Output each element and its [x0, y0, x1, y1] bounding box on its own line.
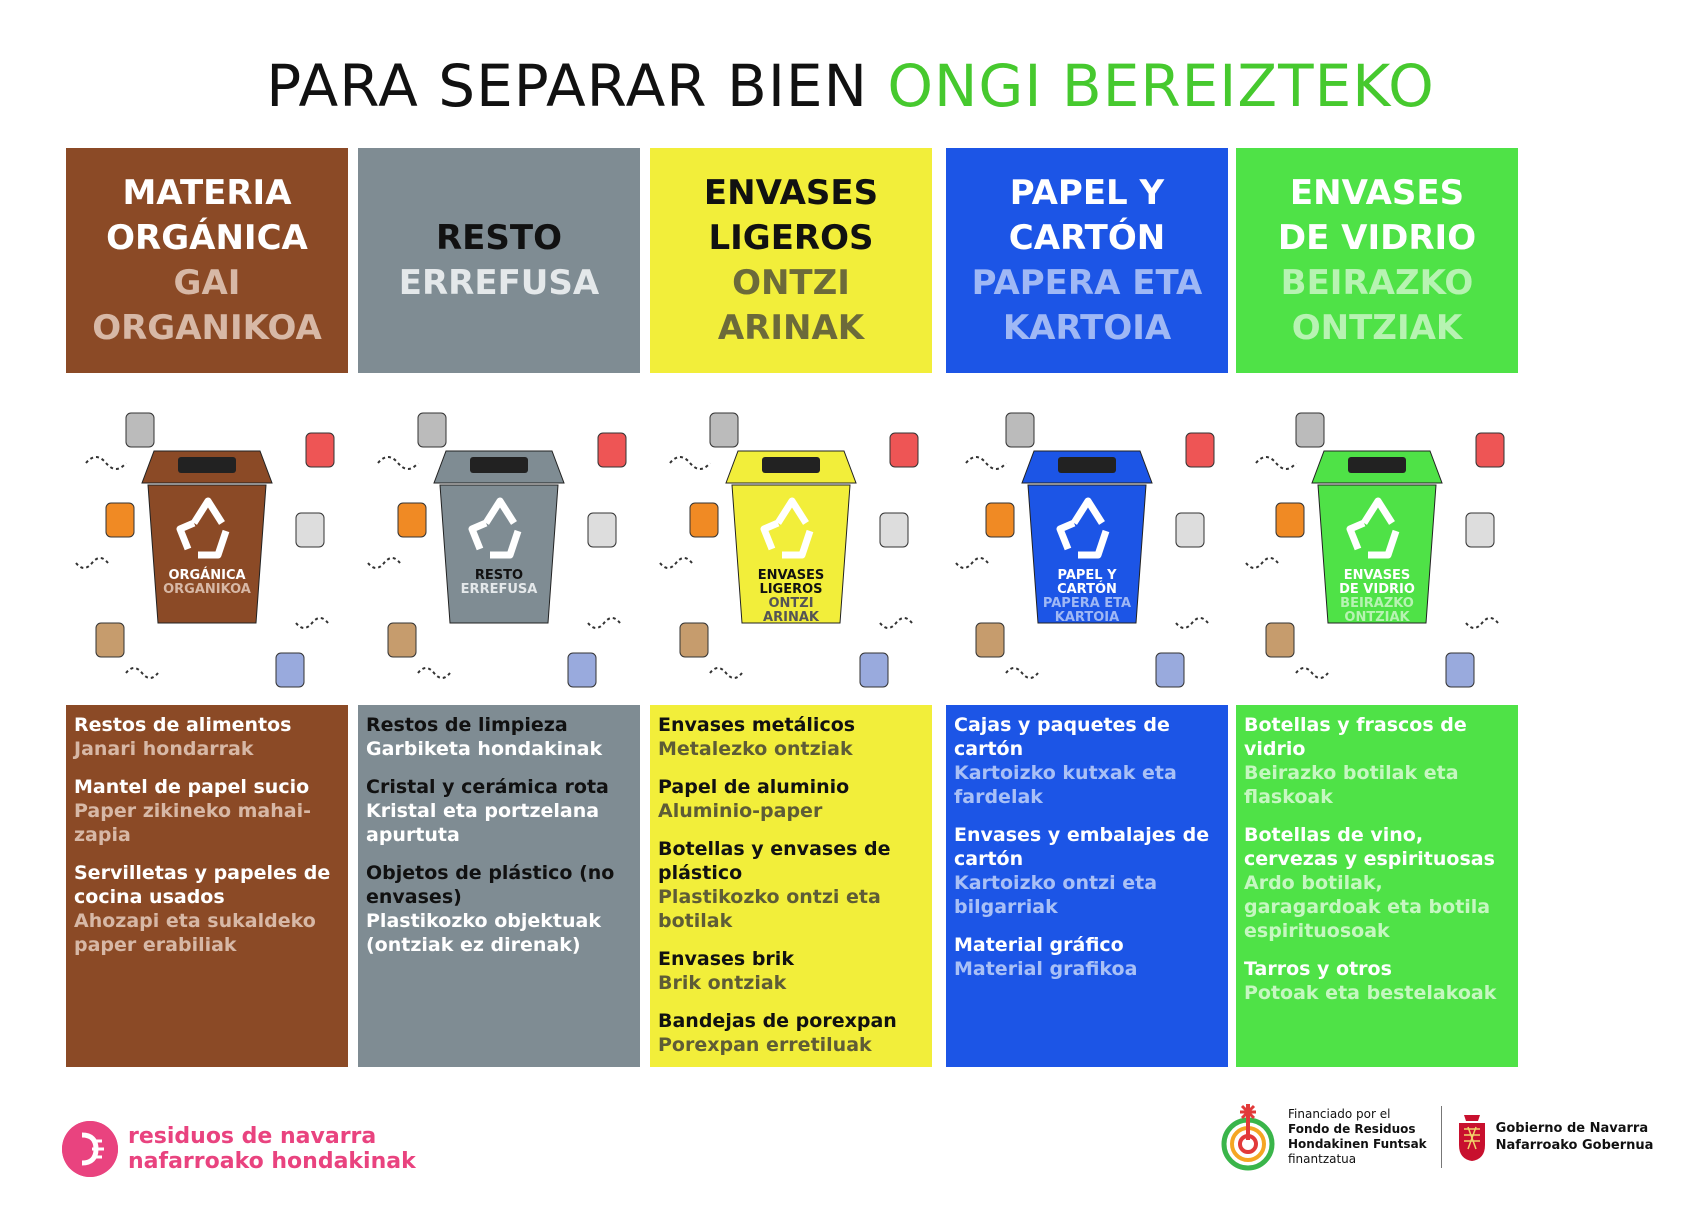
litter-item-icon [690, 503, 718, 537]
title-es: PARA SEPARAR BIEN [266, 52, 868, 120]
item-es: Servilletas y papeles de cocina usados [74, 862, 331, 908]
gov-line-eu: Nafarroako Gobernua [1495, 1138, 1654, 1153]
litter-item-icon [296, 513, 324, 547]
items-list [946, 705, 1228, 1067]
item-eu: Plastikozko objektuak (ontziak ez direnak) [366, 910, 601, 956]
recycling-bin-icon [358, 373, 640, 705]
bin-illustration [946, 373, 1228, 705]
item-es: Envases brik [658, 948, 794, 970]
column-envases [650, 148, 932, 1067]
category-header [1236, 148, 1518, 373]
list-item [954, 933, 1220, 981]
residuos-line-eu: nafarroako hondakinak [128, 1149, 416, 1174]
residuos-navarra-logo [62, 1121, 416, 1177]
litter-item-icon [1446, 653, 1474, 687]
gobierno-shield-icon [1456, 1111, 1488, 1163]
item-es: Papel de aluminio [658, 776, 850, 798]
litter-item-icon [1296, 413, 1324, 447]
bin-label [1042, 569, 1132, 625]
litter-item-icon [880, 513, 908, 547]
bin-label-eu: ERREFUSA [460, 582, 538, 597]
litter-item-icon [976, 623, 1004, 657]
item-eu: Potoak eta bestelakoak [1244, 982, 1497, 1004]
category-title-es: ENVASES LIGEROS [703, 172, 879, 258]
litter-item-icon [680, 623, 708, 657]
items-list [358, 705, 640, 1067]
bin-label-eu: ORGANIKOA [163, 582, 251, 597]
bin-label-es: ORGÁNICA [168, 568, 246, 583]
funding-logos [1218, 1100, 1653, 1174]
list-item [658, 837, 924, 933]
item-es: Cajas y paquetes de cartón [954, 714, 1170, 760]
bin-label-eu: BEIRAZKO ONTZIAK [1340, 596, 1414, 625]
category-title-es: MATERIA ORGÁNICA [106, 172, 308, 258]
bin-label-es: PAPEL Y CARTÓN [1057, 568, 1117, 597]
item-eu: Garbiketa hondakinak [366, 738, 603, 760]
list-item [366, 713, 632, 761]
category-title-eu: ERREFUSA [398, 262, 600, 303]
litter-item-icon [710, 413, 738, 447]
list-item [366, 861, 632, 957]
litter-item-icon [1266, 623, 1294, 657]
list-item [954, 823, 1220, 919]
litter-item-icon [388, 623, 416, 657]
footer-divider [1441, 1106, 1442, 1168]
item-es: Restos de limpieza [366, 714, 568, 736]
litter-item-icon [1476, 433, 1504, 467]
litter-item-icon [106, 503, 134, 537]
bin-label-eu: PAPERA ETA KARTOIA [1042, 596, 1132, 625]
bin-label-es: ENVASES LIGEROS [757, 568, 825, 597]
list-item [366, 775, 632, 847]
list-item [74, 775, 340, 847]
column-vidrio [1236, 148, 1518, 1067]
column-papel [946, 148, 1228, 1067]
item-eu: Beirazko botilak eta flaskoak [1244, 762, 1459, 808]
recycling-bin-icon [650, 373, 932, 705]
list-item [658, 775, 924, 823]
category-header [650, 148, 932, 373]
column-resto [358, 148, 640, 1067]
item-es: Objetos de plástico (no envases) [366, 862, 615, 908]
fund-line-3: Hondakinen Funtsak [1288, 1137, 1427, 1151]
bin-label-eu: ONTZI ARINAK [763, 596, 819, 625]
residuos-logo-icon [62, 1121, 118, 1177]
item-eu: Aluminio-paper [658, 800, 823, 822]
fund-line-2: Fondo de Residuos [1288, 1122, 1416, 1136]
item-es: Envases y embalajes de cartón [954, 824, 1210, 870]
bin-label-es: ENVASES DE VIDRIO [1339, 568, 1415, 597]
item-es: Botellas de vino, cervezas y espirituosas [1244, 824, 1495, 870]
fondo-residuos-icon [1218, 1100, 1278, 1174]
litter-item-icon [1156, 653, 1184, 687]
litter-item-icon [276, 653, 304, 687]
litter-item-icon [860, 653, 888, 687]
litter-item-icon [1186, 433, 1214, 467]
bin-label [746, 569, 836, 625]
item-eu: Janari hondarrak [74, 738, 254, 760]
bin-illustration [650, 373, 932, 705]
recycling-bin-icon [1236, 373, 1518, 705]
recycling-bin-icon [66, 373, 348, 705]
items-list [66, 705, 348, 1067]
item-eu: Kristal eta portzelana apurtuta [366, 800, 600, 846]
recycling-bin-icon [946, 373, 1228, 705]
list-item [1244, 823, 1510, 943]
list-item [74, 713, 340, 761]
items-list [1236, 705, 1518, 1067]
bin-illustration [1236, 373, 1518, 705]
bin-illustration [66, 373, 348, 705]
litter-item-icon [1276, 503, 1304, 537]
litter-item-icon [890, 433, 918, 467]
item-eu: Plastikozko ontzi eta botilak [658, 886, 881, 932]
list-item [658, 1009, 924, 1057]
litter-item-icon [418, 413, 446, 447]
item-eu: Ahozapi eta sukaldeko paper erabiliak [74, 910, 316, 956]
litter-item-icon [986, 503, 1014, 537]
category-header [358, 148, 640, 373]
item-eu: Material grafikoa [954, 958, 1138, 980]
bin-label [162, 569, 252, 597]
bin-label-es: RESTO [474, 568, 524, 583]
litter-item-icon [398, 503, 426, 537]
list-item [1244, 713, 1510, 809]
category-title-eu: ONTZI ARINAK [717, 262, 865, 348]
item-es: Cristal y cerámica rota [366, 776, 609, 798]
item-eu: Paper zikineko mahai-zapia [74, 800, 311, 846]
page-title [0, 52, 1701, 120]
item-es: Mantel de papel sucio [74, 776, 310, 798]
item-es: Envases metálicos [658, 714, 856, 736]
residuos-line-es: residuos de navarra [128, 1124, 377, 1149]
item-es: Tarros y otros [1244, 958, 1392, 980]
bin-label [454, 569, 544, 597]
item-eu: Kartoizko kutxak eta fardelak [954, 762, 1177, 808]
category-header [946, 148, 1228, 373]
litter-item-icon [568, 653, 596, 687]
litter-item-icon [598, 433, 626, 467]
category-title-eu: BEIRAZKO ONTZIAK [1280, 262, 1474, 348]
item-eu: Brik ontziak [658, 972, 787, 994]
item-eu: Porexpan erretiluak [658, 1034, 872, 1056]
item-eu: Ardo botilak, garagardoak eta botila espirituosoak [1244, 872, 1491, 942]
bin-label [1332, 569, 1422, 625]
category-title-es: ENVASES DE VIDRIO [1277, 172, 1477, 258]
item-es: Material gráfico [954, 934, 1124, 956]
litter-item-icon [96, 623, 124, 657]
litter-item-icon [306, 433, 334, 467]
litter-item-icon [1006, 413, 1034, 447]
litter-item-icon [588, 513, 616, 547]
item-es: Restos de alimentos [74, 714, 292, 736]
litter-item-icon [1176, 513, 1204, 547]
list-item [1244, 957, 1510, 1005]
category-title-es: PAPEL Y CARTÓN [1008, 172, 1166, 258]
list-item [658, 713, 924, 761]
items-list [650, 705, 932, 1067]
gov-line-es: Gobierno de Navarra [1495, 1121, 1649, 1136]
category-title-eu: PAPERA ETA KARTOIA [971, 262, 1203, 348]
category-title-es: RESTO [436, 217, 562, 258]
item-es: Bandejas de porexpan [658, 1010, 897, 1032]
bin-illustration [358, 373, 640, 705]
fund-line-1: Financiado por el [1288, 1107, 1391, 1121]
list-item [658, 947, 924, 995]
item-es: Botellas y frascos de vidrio [1244, 714, 1467, 760]
litter-item-icon [1466, 513, 1494, 547]
list-item [954, 713, 1220, 809]
category-header [66, 148, 348, 373]
item-es: Botellas y envases de plástico [658, 838, 891, 884]
title-eu: ONGI BEREIZTEKO [887, 52, 1435, 120]
category-title-eu: GAI ORGANIKOA [92, 262, 322, 348]
litter-item-icon [126, 413, 154, 447]
fund-line-4: finantzatua [1288, 1152, 1357, 1166]
column-organica [66, 148, 348, 1067]
item-eu: Kartoizko ontzi eta bilgarriak [954, 872, 1158, 918]
item-eu: Metalezko ontziak [658, 738, 853, 760]
list-item [74, 861, 340, 957]
